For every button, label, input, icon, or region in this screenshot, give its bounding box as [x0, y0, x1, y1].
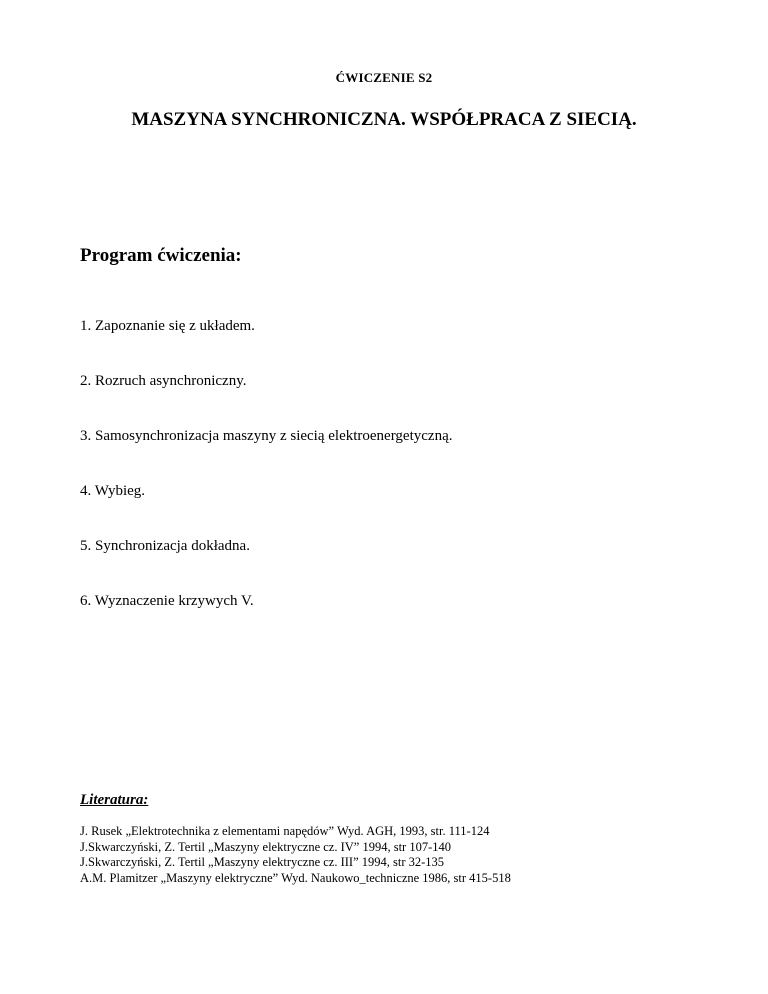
literature-item: J.Skwarczyński, Z. Tertil „Maszyny elektryczne cz. III” 1994, str 32-135	[80, 855, 445, 869]
literature-item: J.Skwarczyński, Z. Tertil „Maszyny elektryczne cz. IV” 1994, str 107-140	[80, 839, 452, 854]
program-item: 6. Wyznaczenie krzywych V.	[80, 593, 254, 609]
literature-heading: Literatura:	[80, 792, 149, 808]
exercise-label: ĆWICZENIE S2	[335, 70, 433, 85]
program-item: 3. Samosynchronizacja maszyny z siecią elektroenergetyczną.	[80, 428, 453, 444]
program-item: 1. Zapoznanie się z układem.	[80, 318, 255, 334]
program-item: 2. Rozruch asynchroniczny.	[80, 373, 247, 389]
program-item: 5. Synchronizacja dokładna.	[80, 538, 250, 554]
program-heading: Program ćwiczenia:	[80, 245, 242, 266]
document-title: MASZYNA SYNCHRONICZNA. WSPÓŁPRACA Z SIECIĄ.	[131, 109, 637, 130]
literature-item: J. Rusek „Elektrotechnika z elementami napędów” Wyd. AGH, 1993, str. 111-124	[80, 824, 490, 838]
literature-list	[80, 824, 511, 886]
program-item: 4. Wybieg.	[80, 483, 146, 499]
literature-item: A.M. Plamitzer „Maszyny elektryczne” Wyd. Naukowo_techniczne 1986, str 415-518	[80, 870, 511, 885]
